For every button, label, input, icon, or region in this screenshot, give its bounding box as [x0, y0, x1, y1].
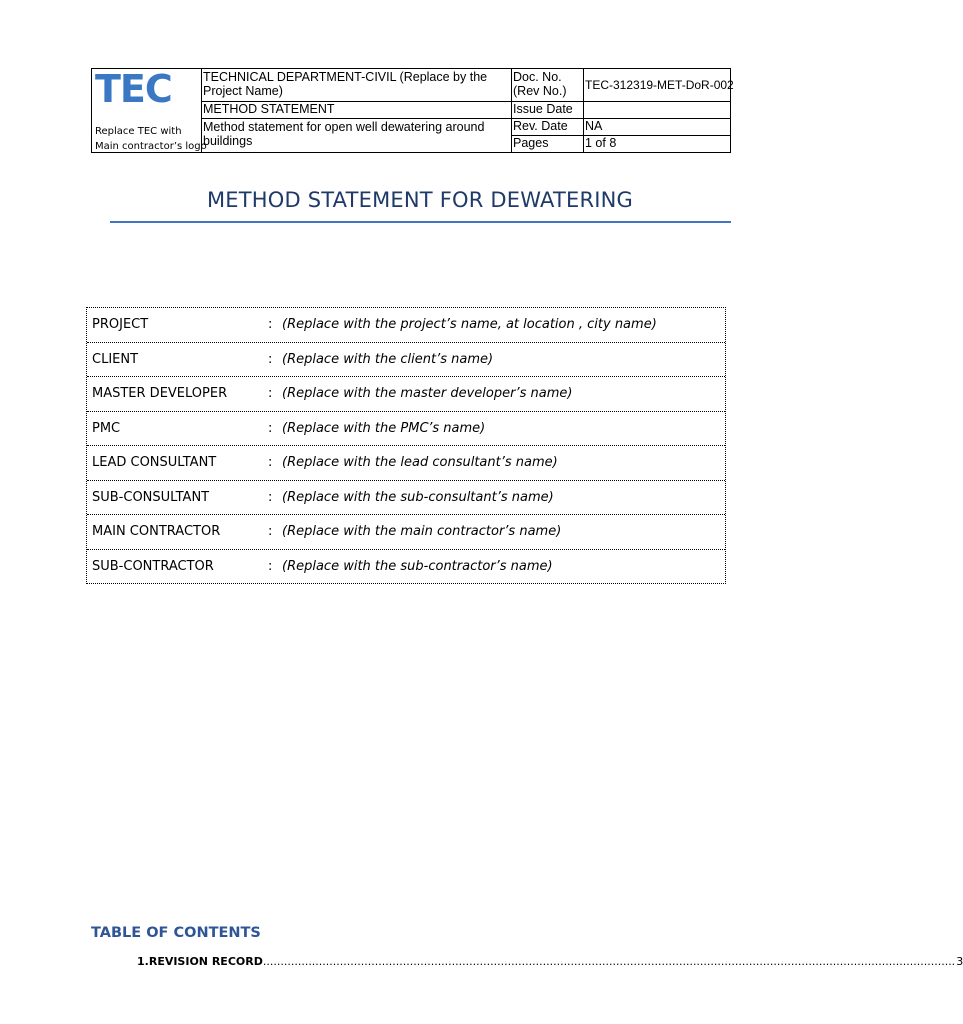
parties-row-master-developer	[87, 377, 725, 412]
logo-caption-line: Replace TEC with	[95, 126, 182, 137]
pages-label: Pages	[513, 136, 549, 150]
party-value: (Replace with the project’s name, at location , city name)	[282, 317, 657, 332]
company-logo	[92, 67, 207, 152]
toc-entry-revision-record[interactable]	[137, 955, 963, 971]
party-value: (Replace with the master developer’s name)	[282, 386, 573, 401]
party-colon: :	[268, 558, 273, 574]
party-colon: :	[268, 455, 273, 470]
party-value: (Replace with the main contractor’s name)	[282, 524, 562, 539]
logo-caption	[95, 124, 207, 154]
party-label: SUB-CONSULTANT	[92, 489, 210, 505]
party-value: (Replace with the lead consultant’s name)	[282, 455, 558, 470]
party-label: MAIN CONTRACTOR	[92, 524, 221, 539]
project-parties-table	[86, 307, 726, 584]
issue-date-value	[584, 102, 730, 118]
party-label: CLIENT	[92, 351, 139, 367]
parties-row-project	[87, 308, 725, 343]
pages-value: 1 of 8	[585, 136, 617, 150]
logo-caption-line: Main contractor’s logo	[95, 141, 207, 152]
toc-entry-title: REVISION RECORD	[148, 955, 263, 968]
document-type: METHOD STATEMENT	[203, 102, 335, 116]
document-header-table	[91, 67, 734, 153]
party-colon: :	[268, 420, 273, 436]
parties-row-main-contractor	[87, 515, 725, 550]
issue-date-label: Issue Date	[513, 102, 573, 116]
party-label: LEAD CONSULTANT	[92, 455, 217, 470]
toc-entry-number: 1.	[137, 955, 149, 968]
toc-dot-leader: ......................................................................................................................................................................................................	[262, 955, 956, 968]
rev-date-label: Rev. Date	[513, 119, 568, 133]
party-label: PROJECT	[92, 317, 149, 332]
party-colon: :	[268, 524, 273, 539]
party-value: (Replace with the sub-consultant’s name)	[282, 489, 554, 505]
party-colon: :	[268, 489, 273, 505]
party-value: (Replace with the client’s name)	[282, 351, 494, 367]
parties-row-sub-contractor	[87, 550, 725, 585]
party-colon: :	[268, 386, 273, 401]
logo-wordmark: TEC	[95, 67, 172, 111]
document-title: METHOD STATEMENT FOR DEWATERING	[206, 188, 634, 212]
parties-row-client	[87, 343, 725, 378]
toc-entry-page: 3	[956, 955, 963, 968]
doc-no-value: TEC-312319-MET-DoR-002	[585, 78, 734, 92]
party-value: (Replace with the PMC’s name)	[282, 420, 486, 436]
department-title: TECHNICAL DEPARTMENT-CIVIL (Replace by the Project Name)	[203, 70, 488, 98]
party-label: PMC	[92, 420, 121, 436]
party-label: SUB-CONTRACTOR	[92, 558, 214, 574]
party-colon: :	[268, 317, 273, 332]
doc-no-label: Doc. No. (Rev No.)	[513, 70, 567, 98]
document-subject: Method statement for open well dewatering around buildings	[203, 120, 485, 148]
party-colon: :	[268, 351, 273, 367]
rev-date-value: NA	[585, 119, 603, 133]
party-label: MASTER DEVELOPER	[92, 386, 228, 401]
party-value: (Replace with the sub-contractor’s name)	[282, 558, 553, 574]
parties-row-pmc	[87, 412, 725, 447]
title-underline	[110, 221, 731, 223]
parties-row-sub-consultant	[87, 481, 725, 516]
toc-heading: TABLE OF CONTENTS	[91, 925, 261, 941]
parties-row-lead-consultant	[87, 446, 725, 481]
